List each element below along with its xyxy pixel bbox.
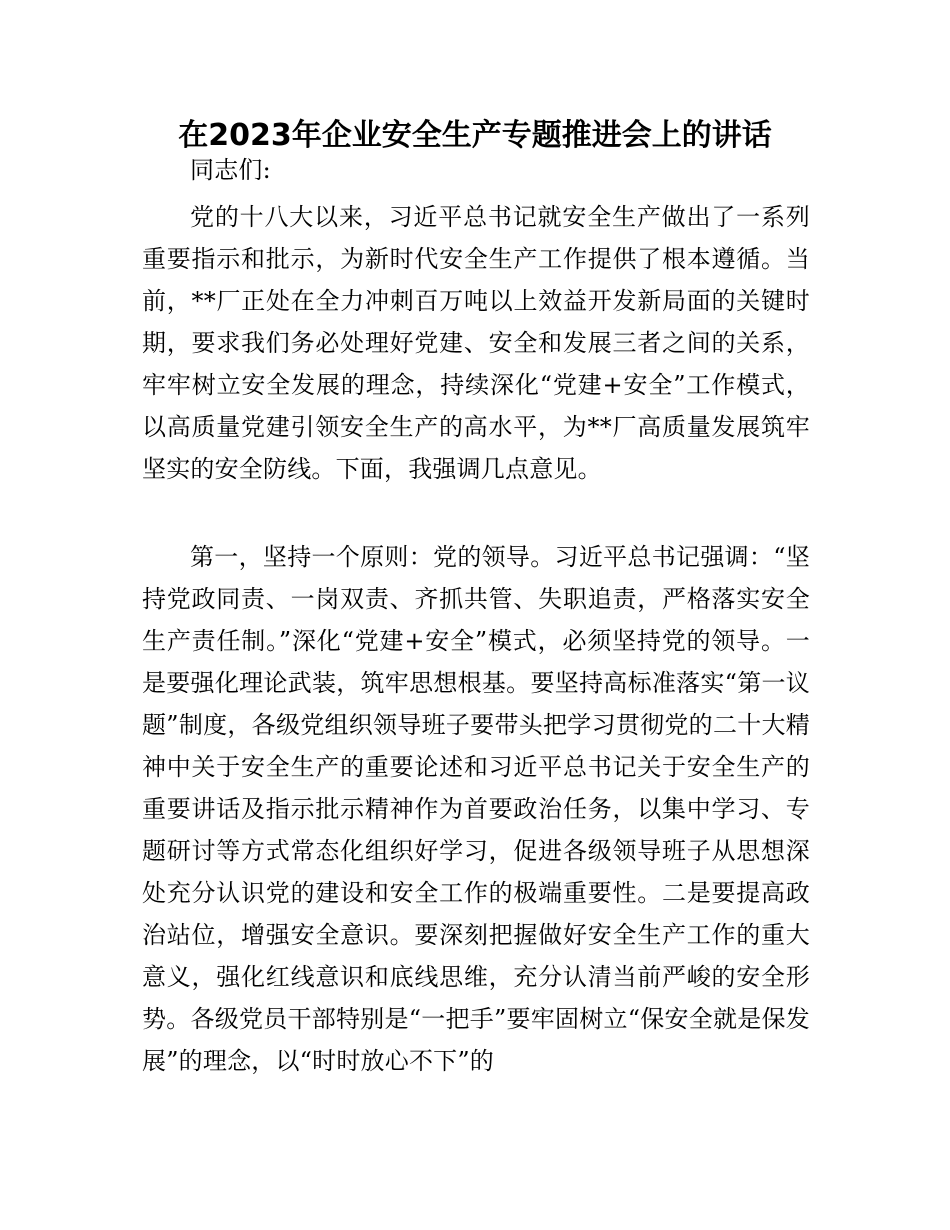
paragraph-2: 第一，坚持一个原则：党的领导。习近平总书记强调：“坚持党政同责、一岗双责、齐抓共管、失职追责，严格落实安全生产责任制。”深化“党建+安全”模式，必须坚持党的领导。一是要强化理论武装，筑牢思想根基。要坚持高标准落实“第一议题”制度，各级党组织领导班子要带头把学习贯彻党的二十大精神中关于安全生产的重要论述和习近平总书记关于安全生产的重要讲话及指示批示精神作为首要政治任务，以集中学习、专题研讨等方式常态化组织好学习，促进各级领导班子从思想深处充分认识党的建设和安全工作的极端重要性。二是要提高政治站位，增强安全意识。要深刻把握做好安全生产工作的重大意义，强化红线意识和底线思维，充分认清当前严峻的安全形势。各级党员干部特别是“一把手”要牢固树立“保安全就是保发展”的理念，以“时时放心不下”的 xyxy=(142,543,810,1075)
salutation: 同志们: xyxy=(190,156,271,184)
document-title: 在2023年企业安全生产专题推进会上的讲话 xyxy=(178,118,772,153)
paragraph-1: 党的十八大以来，习近平总书记就安全生产做出了一系列重要指示和批示，为新时代安全生产工作提供了根本遵循。当前，**厂正处在全力冲刺百万吨以上效益开发新局面的关键时期，要求我们务必处理好党建、安全和发展三者之间的关系，牢牢树立安全发展的理念，持续深化“党建+安全”工作模式，以高质量党建引领安全生产的高水平，为**厂高质量发展筑牢坚实的安全防线。下面，我强调几点意见。 xyxy=(142,203,810,483)
